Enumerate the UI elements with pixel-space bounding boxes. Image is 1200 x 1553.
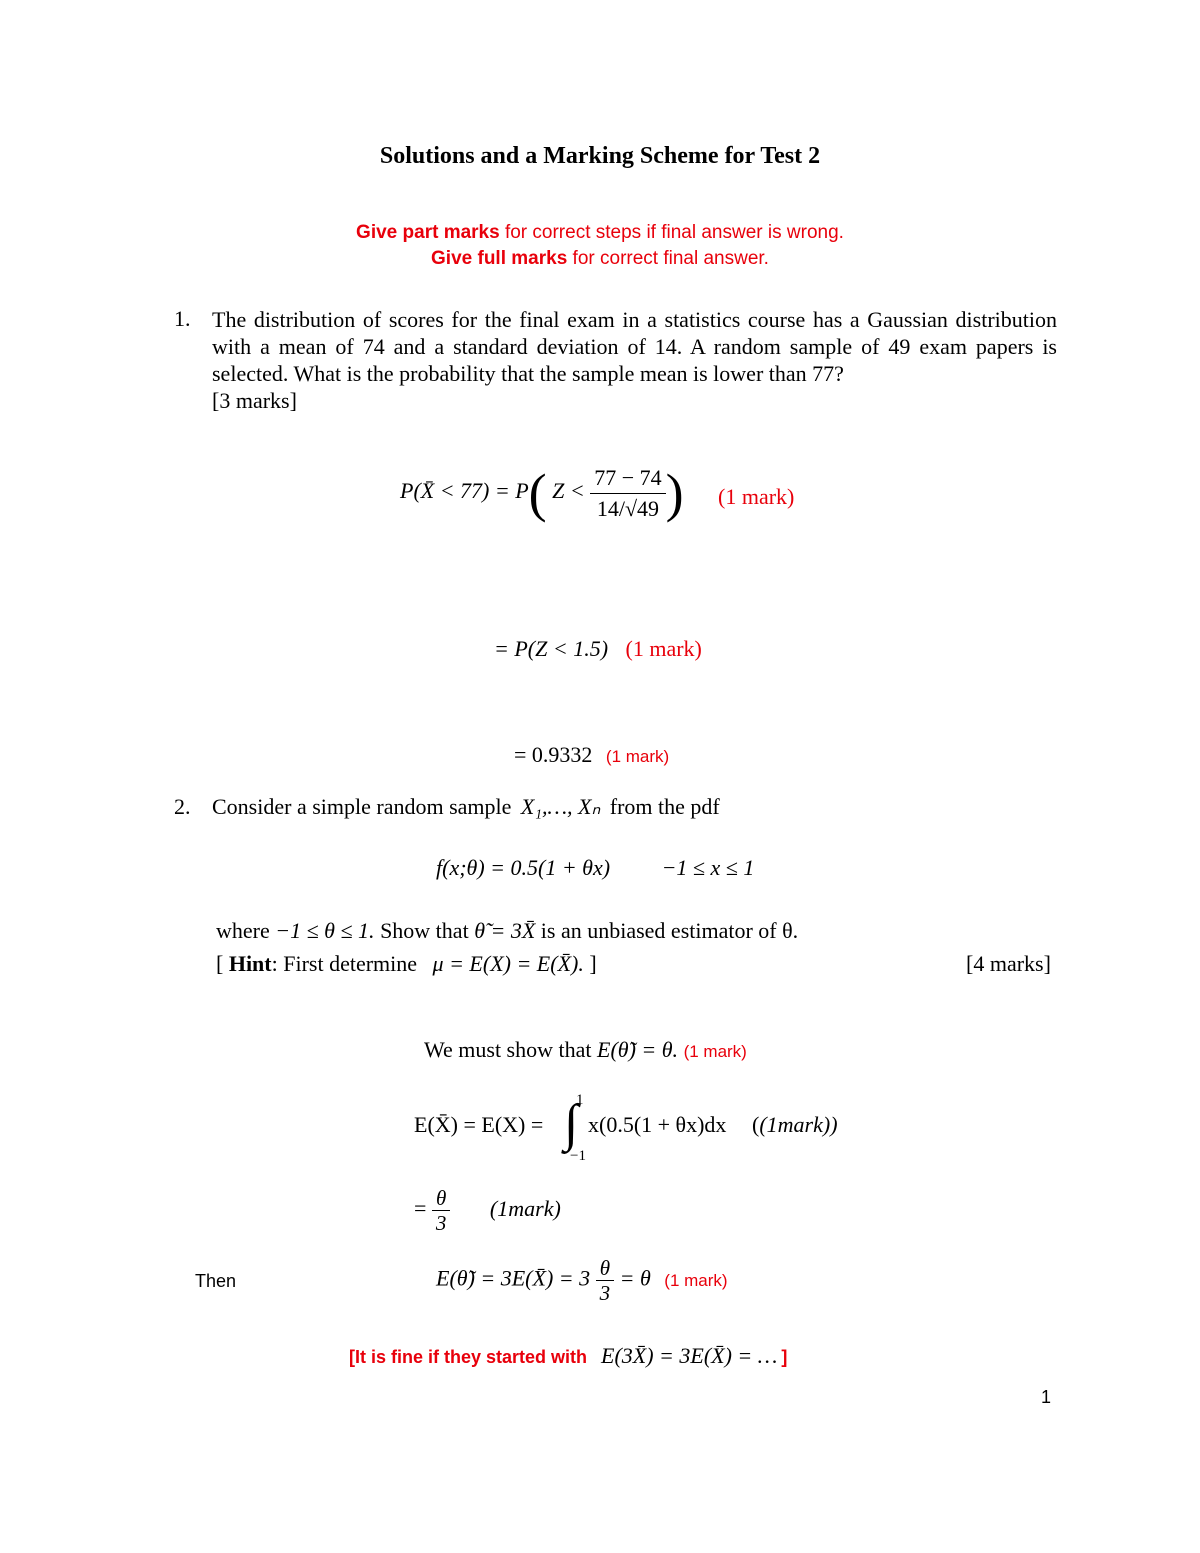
- q2-integral-lhs: E(X̄) = E(X) =: [414, 1112, 544, 1137]
- page-title: Solutions and a Marking Scheme for Test 2: [379, 143, 821, 169]
- question-2-marks: [4 marks]: [966, 951, 1051, 976]
- q1-step2-mark: (1 mark): [625, 636, 702, 661]
- q1-step2: = P(Z < 1.5) (1 mark): [494, 636, 702, 661]
- q1-step1-mark: (1 mark): [718, 484, 795, 509]
- question-1-marks: [3 marks]: [212, 388, 297, 413]
- q2-must-mark: (1 mark): [683, 1042, 747, 1061]
- q2-pdf: f(x;θ) = 0.5(1 + θx) −1 ≤ x ≤ 1: [436, 855, 755, 880]
- q2-result: = $\frac{\theta}{3}$ (1mark): [414, 1186, 561, 1235]
- page-number: 1: [1040, 1387, 1051, 1407]
- question-2-intro: Consider a simple random sample X₁,…, Xₙ from the pdf: [212, 794, 720, 819]
- then-label: Then: [195, 1271, 237, 1291]
- q2-hint: [ Hint: First determine μ = E(X) = E(X̄). ]: [216, 951, 597, 976]
- q2-must-show: We must show that E(θ̃) = θ. (1 mark): [424, 1037, 747, 1062]
- q2-where: where −1 ≤ θ ≤ 1. Show that θ̃ = 3X̄ is an unbiased estimator of θ.: [216, 918, 799, 943]
- question-2-number: 2.: [174, 794, 191, 819]
- marking-note-part: Give part marks for correct steps if final answer is wrong.: [356, 222, 844, 243]
- q2-result-mark: (1mark): [489, 1195, 561, 1221]
- integral-upper-limit: 1: [576, 1092, 584, 1108]
- q1-step3-mark: (1 mark): [605, 747, 670, 766]
- question-1-number: 1.: [174, 306, 191, 331]
- q1-z-fraction: $\frac{77 - 74}{14/√49}$: [590, 463, 665, 524]
- q2-integral-body: x(0.5(1 + θx)dx: [588, 1112, 727, 1137]
- marking-note-full: Give full marks for correct final answer.: [431, 248, 769, 269]
- q2-fine-note: [It is fine if they started with E(3X̄) = 3E(X̄) = … ]: [349, 1343, 788, 1368]
- question-1-text: The distribution of scores for the final exam in a statistics course has a Gaussian distribution with a mean of 74 and a standard deviation of 14. A random sample of 49 exam papers is selected. What is the probability that the sample mean is lower than 77? [3 marks]: [212, 307, 1057, 413]
- q1-step3: = 0.9332 (1 mark): [514, 742, 670, 767]
- q1-step1: P(X̄ < 77) = P( Z < $\frac{77 - 74}{14/√49}$ ): [400, 463, 684, 523]
- integral-lower-limit: −1: [570, 1148, 586, 1164]
- q2-then-equation: E(θ̃) = 3E(X̄) = 3 $\frac{\theta}{3}$ = θ (1 mark): [436, 1256, 728, 1305]
- q2-integral-mark: ((1mark)): [752, 1112, 838, 1137]
- integral-sign-icon: ∫: [564, 1095, 579, 1152]
- q2-then-mark: (1 mark): [664, 1270, 728, 1290]
